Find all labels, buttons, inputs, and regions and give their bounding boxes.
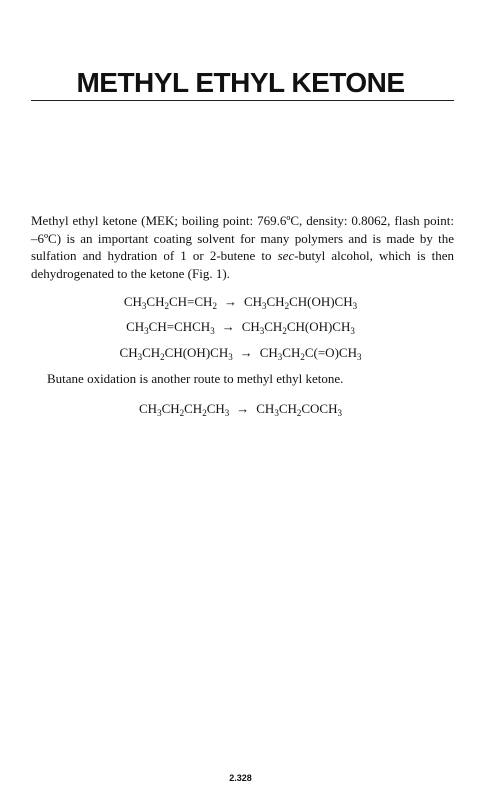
- formula-subscript: 3: [157, 408, 162, 418]
- formula-subscript: 3: [277, 352, 283, 362]
- formula-text: COCH: [301, 401, 338, 416]
- formula-subscript: 2: [160, 352, 165, 362]
- reaction-arrow-icon: →: [223, 294, 237, 309]
- formula-subscript: 3: [210, 326, 215, 336]
- formula-text: CH: [259, 345, 278, 360]
- formula-text: CH(OH)CH: [289, 294, 353, 309]
- reactant: [120, 345, 233, 360]
- formula-text: CH=CHCH: [148, 319, 211, 334]
- formula-text: CH: [139, 401, 158, 416]
- formula-subscript: 2: [300, 352, 305, 362]
- formula-text: CH: [282, 345, 301, 360]
- formula-text: C(=O)CH: [304, 345, 357, 360]
- reactant: [124, 294, 217, 309]
- formula-subscript: 3: [262, 301, 267, 311]
- intro-text-end: -butyl alcohol, which is then dehydrogenated to the ketone (Fig. 1).: [31, 248, 454, 281]
- formula-text: CH: [256, 401, 275, 416]
- formula-subscript: 2: [179, 408, 185, 418]
- page-title: METHYL ETHYL KETONE: [76, 67, 405, 98]
- equation-2: [0, 318, 481, 336]
- formula-text: CH: [266, 294, 285, 309]
- title-rule: [31, 100, 454, 101]
- intro-text-italic: sec: [277, 248, 295, 263]
- page-number: 2.328: [229, 773, 252, 783]
- formula-subscript: 3: [144, 326, 149, 336]
- formula-subscript: 3: [137, 352, 143, 362]
- formula-subscript: 2: [282, 326, 287, 336]
- product: [260, 345, 362, 360]
- formula-subscript: 3: [352, 301, 358, 311]
- reaction-arrow-icon: →: [236, 401, 250, 416]
- equation-3: [0, 344, 481, 362]
- formula-subscript: 3: [274, 408, 279, 418]
- butane-paragraph: Butane oxidation is another route to methyl ethyl ketone.: [47, 371, 344, 386]
- formula-text: CH: [126, 319, 145, 334]
- formula-subscript: 3: [259, 326, 265, 336]
- formula-text: CH=CH: [168, 294, 213, 309]
- formula-subscript: 3: [337, 408, 342, 418]
- formula-text: CH: [142, 345, 161, 360]
- formula-text: CH: [146, 294, 165, 309]
- formula-subscript: 3: [356, 352, 362, 362]
- formula-text: CH: [119, 345, 138, 360]
- intro-paragraph: [31, 212, 454, 282]
- formula-text: CH: [278, 401, 297, 416]
- formula-subscript: 3: [141, 301, 147, 311]
- formula-text: CH: [161, 401, 180, 416]
- formula-subscript: 2: [284, 301, 290, 311]
- equation-4: [0, 400, 481, 418]
- formula-subscript: 3: [228, 352, 233, 362]
- formula-subscript: 2: [164, 301, 169, 311]
- formula-subscript: 3: [350, 326, 355, 336]
- reactant: [139, 401, 229, 416]
- formula-text: CH: [206, 401, 225, 416]
- formula-subscript: 2: [212, 301, 217, 311]
- product: [256, 401, 342, 416]
- formula-subscript: 3: [224, 408, 230, 418]
- formula-text: CH: [264, 319, 283, 334]
- reaction-arrow-icon: →: [221, 319, 235, 334]
- formula-text: CH: [243, 294, 262, 309]
- formula-text: CH(OH)CH: [164, 345, 229, 360]
- reaction-arrow-icon: →: [239, 345, 253, 360]
- equation-1: [0, 293, 481, 311]
- intro-text-start: Methyl ethyl ketone (MEK; boiling point: 769.6ºC, density: 0.8062, flash point: –6ºC) is an important coating solvent for many polymers and is made by the sulfation and hydration of 1 or 2-butene to: [31, 213, 454, 263]
- formula-subscript: 2: [296, 408, 302, 418]
- product: [242, 319, 355, 334]
- product: [244, 294, 357, 309]
- formula-text: CH: [184, 401, 203, 416]
- formula-text: CH: [241, 319, 260, 334]
- formula-subscript: 2: [202, 408, 207, 418]
- formula-text: CH(OH)CH: [286, 319, 351, 334]
- formula-text: CH: [123, 294, 142, 309]
- reactant: [126, 319, 215, 334]
